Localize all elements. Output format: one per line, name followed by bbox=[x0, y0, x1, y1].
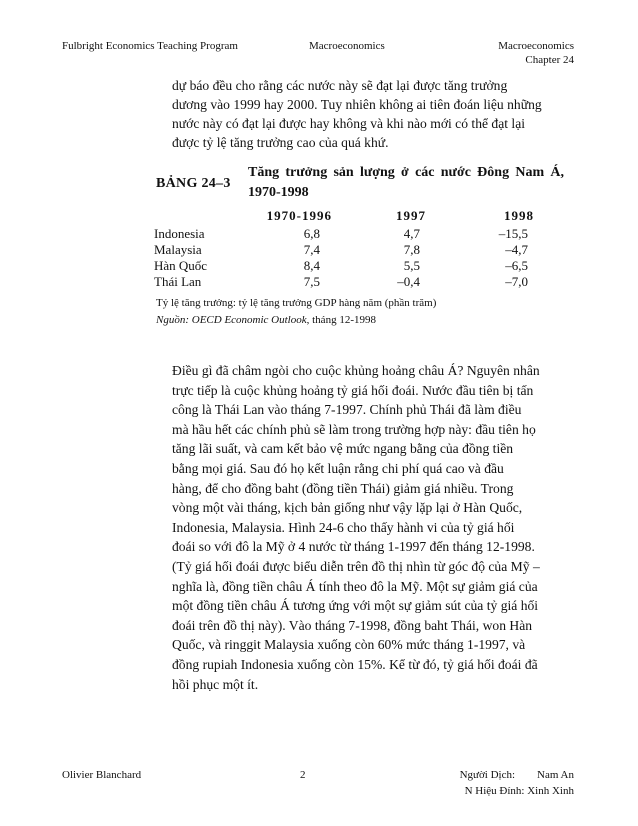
table-source bbox=[156, 314, 376, 326]
source-date: , tháng 12-1998 bbox=[306, 314, 376, 326]
intro-paragraph bbox=[172, 76, 565, 152]
text-line: mà hầu hết các chính phủ sẽ làm trong trường hợp này: đầu tiên họ bbox=[172, 421, 536, 437]
text-line: đoái so với đô la Mỹ ở 4 nước từ tháng 1-1997 đến tháng 12-1998. bbox=[172, 539, 535, 555]
text-line: dự báo đều cho rằng các nước này sẽ đạt lại được tăng trưởng bbox=[172, 78, 508, 93]
source-label: Nguồn: OECD Economic Outlook bbox=[156, 314, 307, 326]
value-cell: 7,8 bbox=[403, 242, 420, 257]
text-line: nước này có đạt lại được hay không và khi nào mới có thể đạt lại bbox=[172, 116, 526, 131]
text-line: nghĩa là, đồng tiền châu Á tính theo đô la Mỹ. Một sự giảm giá của bbox=[172, 578, 538, 594]
table-note: Tỷ lệ tăng trưởng: tỷ lệ tăng trưởng GDP hàng năm (phần trăm) bbox=[156, 297, 437, 309]
text-line: Quốc, và ringgit Malaysia xuống còn 60% mức tháng 1-1997, và bbox=[172, 637, 526, 653]
table-row bbox=[0, 274, 638, 292]
table-label: BẢNG 24–3 bbox=[156, 176, 231, 191]
text-line: vòng một vài tháng, kịch bản giống như vậy lặp lại ở Hàn Quốc, bbox=[172, 500, 523, 516]
country-cell: Malaysia bbox=[154, 242, 202, 257]
footer-credits bbox=[460, 767, 574, 799]
footer-author: Olivier Blanchard bbox=[62, 769, 142, 781]
editor-credit: N Hiệu Đính: Xinh Xinh bbox=[464, 785, 574, 797]
text-line: (Tỷ giá hối đoái được biểu diễn trên đồ thị nhìn từ góc độ của Mỹ – bbox=[172, 558, 540, 574]
value-cell: –6,5 bbox=[505, 258, 528, 273]
value-cell: –15,5 bbox=[498, 226, 528, 241]
table-title: Tăng trưởng sản lượng ở các nước Đông Nam Á, 1970-1998 bbox=[248, 165, 564, 200]
text-line: tăng lãi suất, và cam kết bảo vệ mức ngang bằng của đồng tiền bbox=[172, 441, 514, 457]
header-course-right: Macroeconomics bbox=[498, 40, 574, 52]
header-chapter-number: Chapter 24 bbox=[525, 54, 574, 66]
text-line: Indonesia, Malaysia. Hình 24-6 cho thấy hành vi của tỷ giá hối bbox=[172, 519, 515, 535]
text-line: hàng, để cho đồng baht (đồng tiền Thái) giảm giá nhiều. Trong bbox=[172, 480, 514, 496]
value-cell: –4,7 bbox=[505, 242, 528, 257]
text-line: Điều gì đã châm ngòi cho cuộc khủng hoảng châu Á? Nguyên nhân bbox=[172, 363, 540, 378]
value-cell: –0,4 bbox=[397, 274, 420, 289]
value-cell: 7,5 bbox=[303, 274, 320, 289]
country-cell: Indonesia bbox=[154, 226, 205, 241]
text-line: bằng mọi giá. Sau đó họ kết luận rằng chi phí quá cao và đầu bbox=[172, 460, 504, 476]
column-header-1998: 1998 bbox=[504, 208, 534, 223]
value-cell: –7,0 bbox=[505, 274, 528, 289]
value-cell: 5,5 bbox=[403, 258, 420, 273]
value-cell: 6,8 bbox=[303, 226, 320, 241]
header-chapter bbox=[498, 39, 574, 67]
country-cell: Hàn Quốc bbox=[154, 258, 208, 273]
page-number: 2 bbox=[300, 769, 306, 781]
country-cell: Thái Lan bbox=[154, 274, 202, 289]
text-line: đồng rupiah Indonesia xuống còn 15%. Kể từ đó, tỷ giá hối đoái đã bbox=[172, 656, 538, 672]
body-paragraph bbox=[172, 361, 565, 694]
text-line: hồi phục một ít. bbox=[172, 676, 259, 692]
text-line: được tỷ lệ tăng trưởng cao của quá khứ. bbox=[172, 135, 389, 150]
text-line: dương vào 1999 hay 2000. Tuy nhiên không ai tiên đoán liệu những bbox=[172, 97, 542, 112]
header-program: Fulbright Economics Teaching Program bbox=[62, 40, 238, 52]
text-line: công là Thái Lan vào tháng 7-1997. Chính phủ Thái đã làm điều bbox=[172, 402, 522, 418]
column-header-1997: 1997 bbox=[396, 208, 426, 223]
value-cell: 8,4 bbox=[303, 258, 320, 273]
text-line: đoái trên đồ thị này). Vào tháng 7-1998, đồng baht Thái, won Hàn bbox=[172, 617, 533, 633]
column-header-1970-1996: 1970-1996 bbox=[266, 208, 332, 223]
text-line: một đồng tiền châu Á tương ứng với một sự giảm sút của tỷ giá hối bbox=[172, 598, 539, 614]
translator-credit: Người Dịch: Nam An bbox=[459, 769, 574, 781]
text-line: trực tiếp là cuộc khủng hoảng tỷ giá hối đoái. Nước đầu tiên bị tấn bbox=[172, 382, 534, 398]
value-cell: 7,4 bbox=[303, 242, 320, 257]
header-course: Macroeconomics bbox=[309, 40, 385, 52]
value-cell: 4,7 bbox=[403, 226, 420, 241]
